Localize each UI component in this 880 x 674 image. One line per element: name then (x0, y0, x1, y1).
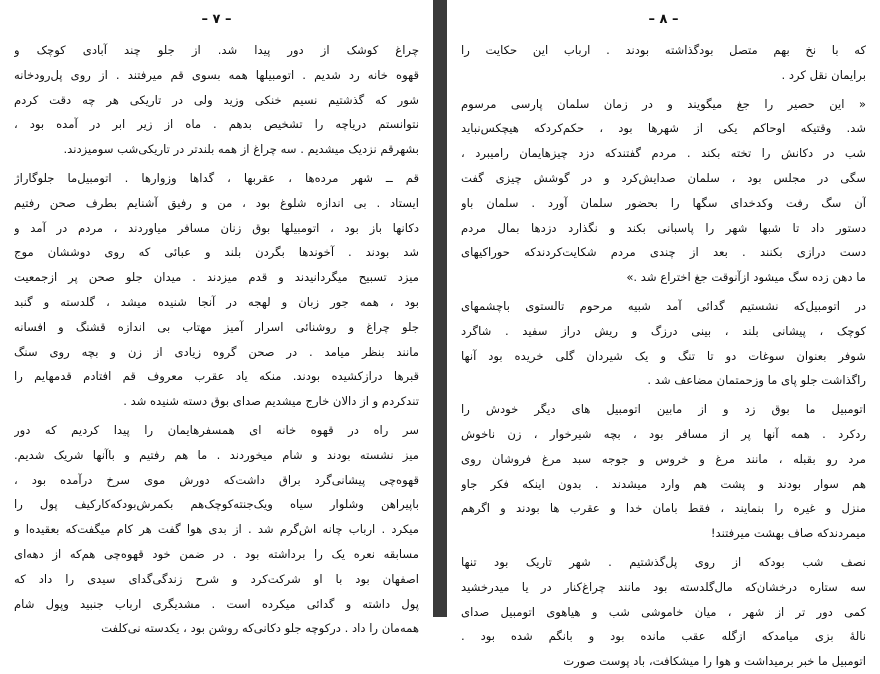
text-line: ایستاد . بی اندازه شلوغ بود ، من و رفیق آشنایم بطرف صحن رفتیم (14, 195, 419, 210)
text-line: آن سگ رفت وکدخدای سگها را بحضور سلمان آورد . سلمان باو (461, 195, 866, 210)
text-line: تندکردم و از دالان خارج میشدیم صدای بوق دسته شنیده شد . (123, 394, 419, 409)
text-line: قم ــ شهر مرده‌ها ، عقربها ، گداها وزوارها . اتومبیل‌ما جلوگاراژ (14, 170, 419, 185)
paragraph (14, 166, 419, 414)
book-gutter (433, 0, 447, 617)
text-line: کوچک ، پیشانی بلند ، بینی درزگ و ریش دراز سفید . شاگرد (461, 323, 866, 338)
text-line: چراغ کوشک از دور پیدا شد. از جلو چند آبادی کوچک و (14, 43, 419, 57)
text-line: راگذاشت جلو پای ما وزحمتمان مضاعف شد . (647, 373, 866, 388)
text-line: قهوه‌چی پیشانی‌گرد براق داشت‌که دورش موی سرخ درآمده بود ، (14, 472, 419, 487)
right-page (447, 0, 880, 669)
text-line: سر راه در قهوه خانه ای همسفرهایمان را پیدا کردیم که دور (14, 422, 419, 437)
text-line: نتوانستم دریاچه را تشخیص بدهم . ماه از زیر ابر در آمده بود ، (14, 117, 419, 132)
text-line: نالهٔ بزی میامدکه ازگله عقب مانده بود و بانگم شده بود . (461, 629, 866, 644)
text-line: در اتومبیل‌که نشستیم گدائی آمد شبیه مرحوم تالستوی باچشمهای (461, 298, 866, 313)
text-line: بشهرقم نزدیک میشدیم . سه چراغ از همه بلندتر در تاریکی‌شب سومیزدند. (63, 142, 419, 157)
text-line: پول داشته و گدائی میکرده است . مشدیگری ارباب جنبید وپول شام (14, 596, 419, 611)
text-line: « این حصیر را جغ میگویند و در زمان سلمان پارسی مرسوم (461, 96, 866, 111)
text-line: سه ستاره درخشان‌که مال‌گلدسته بود مانند چراغ‌کنار در یا میدرخشید (461, 579, 866, 594)
text-line: که با نخ بهم متصل بودگذاشته بودند . ارباب این حکایت را (461, 43, 866, 57)
right-page-body (461, 38, 866, 674)
text-line: دست درازی بکنند . بعد از چندی مردم شکایت‌کردندکه حوراکیهای (461, 245, 866, 260)
text-line: ردکرد . همه آنها پر از مسافر بود ، بچه شیرخوار ، زن ناخوش (461, 426, 866, 441)
text-line: میز نشسته بودند و شام میخوردند . ما هم رفتیم و باآنها شریک شدیم. (14, 447, 419, 462)
text-line: کمی دور تر از شهر ، میان خاموشی شب و هیاهوی اتومبیل صدای (461, 604, 866, 619)
text-line: مرد رو بقبله ، مانند مرغ و خروس و جوجه سبد مرغ فروشان روی (461, 451, 866, 466)
text-line: دکانها باز بود ، اتومبیلها بوق زنان مسافر میاوردند ، مردم در آمد و (14, 220, 419, 235)
paragraph (461, 294, 866, 393)
text-line: شور که گذشتیم نسیم خنکی وزید ولی در تاریکی هر چه دقت کردم (14, 92, 419, 107)
text-line: اتومبیل ما خبر برمیداشت و هوا را میشکافت، باد پوست صورت (563, 654, 866, 669)
left-page (0, 0, 433, 636)
text-line: شوفر بعنوان سوغات دو تا تنگ و یک شیردان گلی خریده بود آنها (461, 348, 866, 363)
paragraph (461, 550, 866, 674)
paragraph (461, 92, 866, 290)
right-page-number: – ۸ – (648, 12, 679, 27)
text-line: قهوه خانه رد شدیم . اتومبیلها همه بسوی قم میرفتند . از روی پل‌رودخانه (14, 67, 419, 82)
text-line: جلو چراغ و روشنائی اسرار آمیز مهتاب بی اندازه قشنگ و افسانه (14, 319, 419, 334)
text-line: شب در دکانش را تخته بکند . مردم گفتندکه دزد چیزهایمان رامیبرد ، (461, 146, 866, 161)
text-line: مانند بنظر میامد . در صحن گروه زیادی از زن و بچه روی سنگ (14, 344, 419, 359)
text-line: اصفهان بود با او شرکت‌کرد و شرح زندگی‌گدای سیدی را داد که (14, 571, 419, 586)
paragraph (14, 418, 419, 641)
text-line: برایمان نقل کرد . (781, 67, 866, 82)
text-line: هم سوار بودند و پشت هم وارد میشدند . بدون اینکه فکر جاو (461, 476, 866, 491)
text-line: بود ، همه جور زبان و لهجه در آنجا شنیده میشد ، گلدسته و گنبد (14, 294, 419, 309)
text-line: ما دهن زده سگ میشود ازآنوقت جغ اختراع شد .» (626, 270, 866, 285)
text-line: نصف شب بودکه از روی پل‌گذشتیم . شهر تاریک بود تنها (461, 554, 866, 569)
text-line: شد. وقتیکه اوحاکم یکی از شهرها بود ، حکم‌کردکه هیچکس‌نباید (461, 121, 866, 136)
text-line: سگی در مجلس بود ، سلمان صدایش‌کرد و در گوشش چیزی گفت (461, 170, 866, 185)
text-line: مسابقه نعره یک را برداشته بود . در ضمن خود قهوه‌چی هم‌که از دهه‌ای (14, 546, 419, 561)
text-line: باپیراهن وشلوار سیاه ویک‌جنته‌کوچک‌هم بکمرش‌بود‌که‌کارکیف پول را (14, 497, 419, 512)
text-line: منزل و غیره را بنمایند ، فقط بامان خدا و عقرب ها بودند و اگرهم (461, 501, 866, 516)
text-line: دستور داد تا شبها شهر را پاسبانی بکند و نگذارد دزدها بمال مردم (461, 220, 866, 235)
text-line: قبرها درازکشیده بودند. منکه یاد عقرب معروف قم افتادم قدمهایم را (14, 369, 419, 384)
paragraph (461, 38, 866, 88)
text-line: شد بودند . آخوندها بگردن بلند و عبائی که روی دوششان موج (14, 245, 419, 260)
left-page-body (14, 38, 419, 641)
text-line: اتومبیل ما بوق زد و از مابین اتومبیل های دیگر خودش را (461, 402, 866, 417)
text-line: میزد تسبیح میگردانیدند و قدم میزدند . میدان جلو صحن پر ازجمعیت (14, 270, 419, 285)
text-line: میمردند‌که صاف بهشت میرفتند! (710, 526, 866, 541)
text-line: میکرد . ارباب چانه اش‌گرم شد . از بدی هوا گفت هر کام میگفت‌که بعقیده‌ا و (14, 522, 419, 537)
paragraph (14, 38, 419, 162)
left-page-number: – ۷ – (201, 12, 232, 27)
text-line: همه‌مان را داد . درکوچه جلو دکانی‌که روشن بود ، یکدسته نی‌کلفت (101, 621, 419, 636)
paragraph (461, 397, 866, 546)
